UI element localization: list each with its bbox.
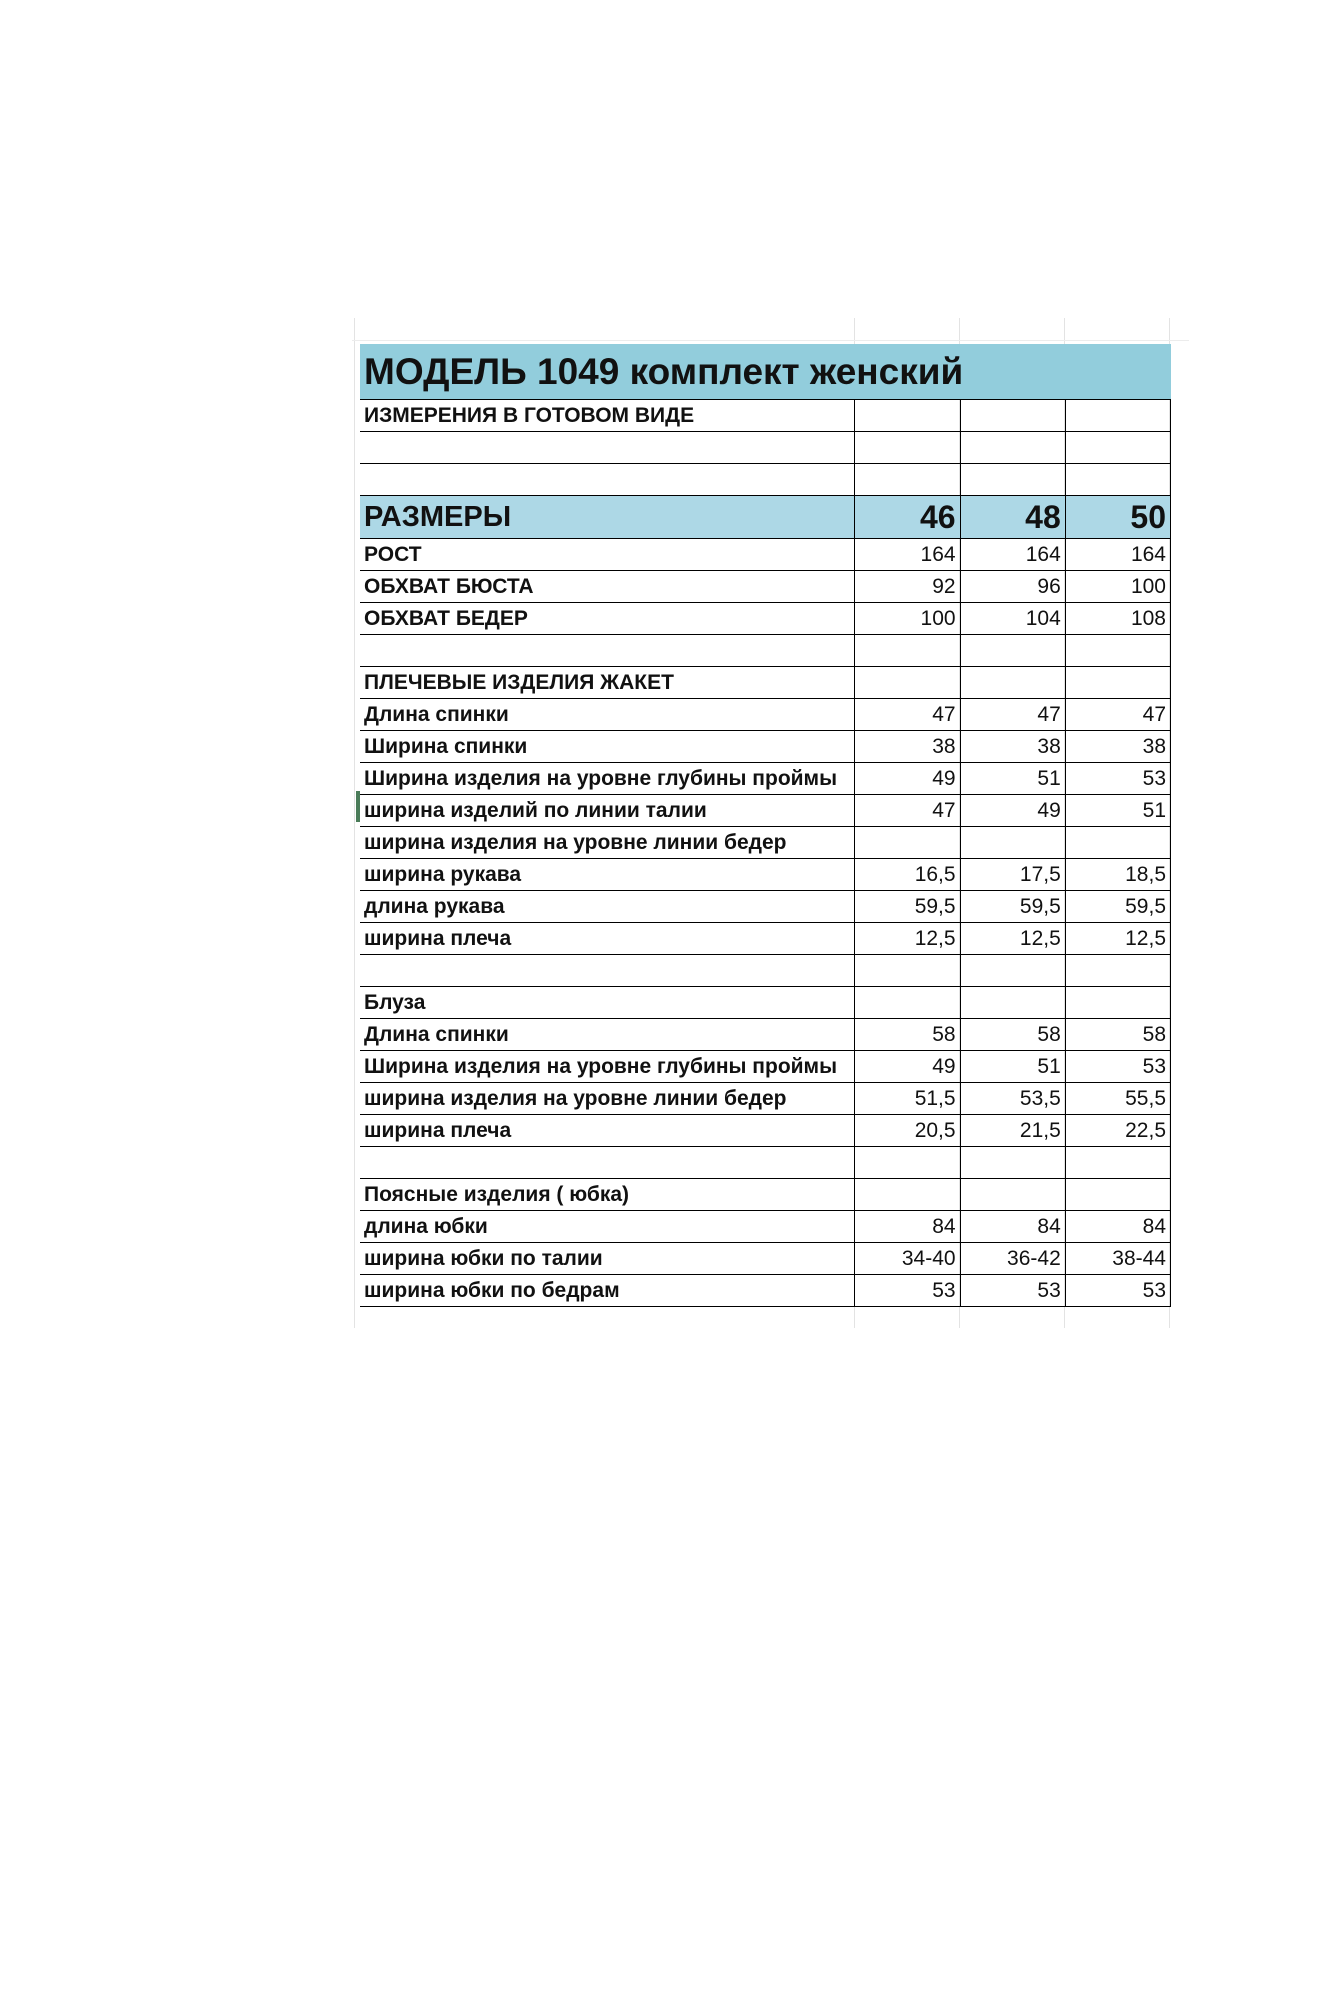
sizes-header-row xyxy=(360,496,1171,539)
measurement-row xyxy=(360,603,1171,635)
value-cell[interactable] xyxy=(960,827,1065,859)
row-label[interactable]: ширина изделия на уровне линии бедер xyxy=(360,827,855,859)
value-cell[interactable]: 84 xyxy=(1065,1211,1170,1243)
empty-cell[interactable] xyxy=(360,432,855,464)
row-label[interactable]: ширина рукава xyxy=(360,859,855,891)
value-cell[interactable]: 58 xyxy=(960,1019,1065,1051)
value-cell[interactable] xyxy=(960,955,1065,987)
measurement-row xyxy=(360,1275,1171,1307)
subtitle-row xyxy=(360,400,1171,432)
value-cell[interactable]: 12,5 xyxy=(960,923,1065,955)
value-cell[interactable] xyxy=(855,987,960,1019)
measurement-row xyxy=(360,1083,1171,1115)
measurement-row xyxy=(360,667,1171,699)
grid-line xyxy=(352,340,1189,341)
value-cell[interactable]: 58 xyxy=(855,1019,960,1051)
spreadsheet-area xyxy=(352,318,1189,1328)
measurement-row xyxy=(360,827,1171,859)
value-cell[interactable]: 47 xyxy=(855,795,960,827)
value-cell[interactable]: 58 xyxy=(1065,1019,1170,1051)
value-cell[interactable] xyxy=(1065,827,1170,859)
value-cell[interactable]: 47 xyxy=(960,699,1065,731)
empty-cell[interactable] xyxy=(855,464,960,496)
measurement-row xyxy=(360,539,1171,571)
empty-cell[interactable] xyxy=(960,432,1065,464)
value-cell[interactable]: 38 xyxy=(1065,731,1170,763)
value-cell[interactable]: 38 xyxy=(855,731,960,763)
blank-row xyxy=(360,635,1171,667)
title-row xyxy=(360,344,1171,400)
value-cell[interactable] xyxy=(855,667,960,699)
measurement-row xyxy=(360,891,1171,923)
value-cell[interactable]: 51 xyxy=(1065,795,1170,827)
value-cell[interactable] xyxy=(855,1179,960,1211)
value-cell[interactable]: 51 xyxy=(960,1051,1065,1083)
value-cell[interactable]: 104 xyxy=(960,603,1065,635)
measurement-row xyxy=(360,731,1171,763)
value-cell[interactable]: 22,5 xyxy=(1065,1115,1170,1147)
value-cell[interactable]: 49 xyxy=(960,795,1065,827)
value-cell[interactable]: 59,5 xyxy=(855,891,960,923)
empty-cell[interactable] xyxy=(1065,400,1170,432)
measurement-row xyxy=(360,1019,1171,1051)
row-label[interactable]: Блуза xyxy=(360,987,855,1019)
row-label[interactable]: Ширина спинки xyxy=(360,731,855,763)
row-label[interactable]: ширина юбки по талии xyxy=(360,1243,855,1275)
value-cell[interactable]: 20,5 xyxy=(855,1115,960,1147)
value-cell[interactable]: 12,5 xyxy=(855,923,960,955)
row-label[interactable]: ширина плеча xyxy=(360,1115,855,1147)
value-cell[interactable]: 34-40 xyxy=(855,1243,960,1275)
measurement-row xyxy=(360,763,1171,795)
value-cell[interactable]: 53 xyxy=(1065,1051,1170,1083)
measurement-row xyxy=(360,923,1171,955)
value-cell[interactable] xyxy=(855,635,960,667)
row-label[interactable]: РОСТ xyxy=(360,539,855,571)
subtitle-cell[interactable]: ИЗМЕРЕНИЯ В ГОТОВОМ ВИДЕ xyxy=(360,400,855,432)
measurement-row xyxy=(360,699,1171,731)
value-cell[interactable]: 36-42 xyxy=(960,1243,1065,1275)
value-cell[interactable] xyxy=(960,635,1065,667)
value-cell[interactable] xyxy=(1065,987,1170,1019)
value-cell[interactable] xyxy=(1065,1179,1170,1211)
row-label[interactable] xyxy=(360,1147,855,1179)
empty-cell[interactable] xyxy=(1065,432,1170,464)
measurement-row xyxy=(360,1179,1171,1211)
value-cell[interactable]: 47 xyxy=(1065,699,1170,731)
row-label[interactable] xyxy=(360,635,855,667)
value-cell[interactable]: 96 xyxy=(960,571,1065,603)
row-label[interactable]: Длина спинки xyxy=(360,699,855,731)
value-cell[interactable] xyxy=(855,827,960,859)
blank-row xyxy=(360,955,1171,987)
size-50[interactable]: 50 xyxy=(1065,496,1170,539)
value-cell[interactable] xyxy=(960,1147,1065,1179)
value-cell[interactable]: 53,5 xyxy=(960,1083,1065,1115)
row-label[interactable]: длина рукава xyxy=(360,891,855,923)
size-48[interactable]: 48 xyxy=(960,496,1065,539)
value-cell[interactable]: 21,5 xyxy=(960,1115,1065,1147)
value-cell[interactable] xyxy=(1065,955,1170,987)
value-cell[interactable]: 53 xyxy=(1065,1275,1170,1307)
measurement-row xyxy=(360,859,1171,891)
empty-cell[interactable] xyxy=(960,464,1065,496)
value-cell[interactable]: 51,5 xyxy=(855,1083,960,1115)
value-cell[interactable]: 164 xyxy=(1065,539,1170,571)
empty-cell[interactable] xyxy=(1065,464,1170,496)
row-label[interactable]: длина юбки xyxy=(360,1211,855,1243)
value-cell[interactable]: 53 xyxy=(960,1275,1065,1307)
size-chart-table xyxy=(360,344,1171,1307)
value-cell[interactable] xyxy=(855,1147,960,1179)
row-label[interactable]: ОБХВАТ БЕДЕР xyxy=(360,603,855,635)
empty-cell[interactable] xyxy=(960,400,1065,432)
measurement-row xyxy=(360,795,1171,827)
row-label[interactable]: ширина изделия на уровне линии бедер xyxy=(360,1083,855,1115)
measurement-row xyxy=(360,1243,1171,1275)
measurement-row xyxy=(360,571,1171,603)
empty-cell[interactable] xyxy=(855,432,960,464)
value-cell[interactable]: 164 xyxy=(855,539,960,571)
value-cell[interactable]: 47 xyxy=(855,699,960,731)
value-cell[interactable]: 18,5 xyxy=(1065,859,1170,891)
value-cell[interactable] xyxy=(960,987,1065,1019)
size-46[interactable]: 46 xyxy=(855,496,960,539)
measurement-row xyxy=(360,1051,1171,1083)
row-label[interactable]: ширина плеча xyxy=(360,923,855,955)
row-label[interactable]: Ширина изделия на уровне глубины проймы xyxy=(360,1051,855,1083)
value-cell[interactable]: 164 xyxy=(960,539,1065,571)
value-cell[interactable]: 38-44 xyxy=(1065,1243,1170,1275)
value-cell[interactable] xyxy=(1065,667,1170,699)
value-cell[interactable]: 53 xyxy=(1065,763,1170,795)
blank-row xyxy=(360,432,1171,464)
value-cell[interactable] xyxy=(960,667,1065,699)
value-cell[interactable]: 59,5 xyxy=(1065,891,1170,923)
value-cell[interactable]: 17,5 xyxy=(960,859,1065,891)
row-label[interactable]: Поясные изделия ( юбка) xyxy=(360,1179,855,1211)
row-label[interactable]: ПЛЕЧЕВЫЕ ИЗДЕЛИЯ ЖАКЕТ xyxy=(360,667,855,699)
cell-selection-marker xyxy=(356,791,360,822)
value-cell[interactable]: 49 xyxy=(855,763,960,795)
value-cell[interactable]: 59,5 xyxy=(960,891,1065,923)
row-label[interactable]: Длина спинки xyxy=(360,1019,855,1051)
value-cell[interactable] xyxy=(1065,1147,1170,1179)
value-cell[interactable]: 92 xyxy=(855,571,960,603)
value-cell[interactable]: 108 xyxy=(1065,603,1170,635)
blank-row xyxy=(360,464,1171,496)
empty-cell[interactable] xyxy=(855,400,960,432)
sizes-label[interactable]: РАЗМЕРЫ xyxy=(360,496,855,539)
row-label[interactable]: ширина юбки по бедрам xyxy=(360,1275,855,1307)
value-cell[interactable]: 100 xyxy=(855,603,960,635)
value-cell[interactable]: 55,5 xyxy=(1065,1083,1170,1115)
value-cell[interactable]: 100 xyxy=(1065,571,1170,603)
measurement-row xyxy=(360,987,1171,1019)
value-cell[interactable] xyxy=(1065,635,1170,667)
row-label[interactable]: Ширина изделия на уровне глубины проймы xyxy=(360,763,855,795)
value-cell[interactable]: 84 xyxy=(960,1211,1065,1243)
blank-row xyxy=(360,1147,1171,1179)
page-title[interactable]: МОДЕЛЬ 1049 комплект женский xyxy=(360,344,1171,400)
row-label[interactable]: ОБХВАТ БЮСТА xyxy=(360,571,855,603)
value-cell[interactable]: 38 xyxy=(960,731,1065,763)
grid-line xyxy=(354,318,355,1328)
value-cell[interactable]: 84 xyxy=(855,1211,960,1243)
value-cell[interactable] xyxy=(855,955,960,987)
value-cell[interactable]: 12,5 xyxy=(1065,923,1170,955)
empty-cell[interactable] xyxy=(360,464,855,496)
measurement-row xyxy=(360,1211,1171,1243)
value-cell[interactable]: 49 xyxy=(855,1051,960,1083)
measurement-row xyxy=(360,1115,1171,1147)
row-label[interactable]: ширина изделий по линии талии xyxy=(360,795,855,827)
value-cell[interactable]: 51 xyxy=(960,763,1065,795)
value-cell[interactable]: 53 xyxy=(855,1275,960,1307)
value-cell[interactable] xyxy=(960,1179,1065,1211)
row-label[interactable] xyxy=(360,955,855,987)
value-cell[interactable]: 16,5 xyxy=(855,859,960,891)
